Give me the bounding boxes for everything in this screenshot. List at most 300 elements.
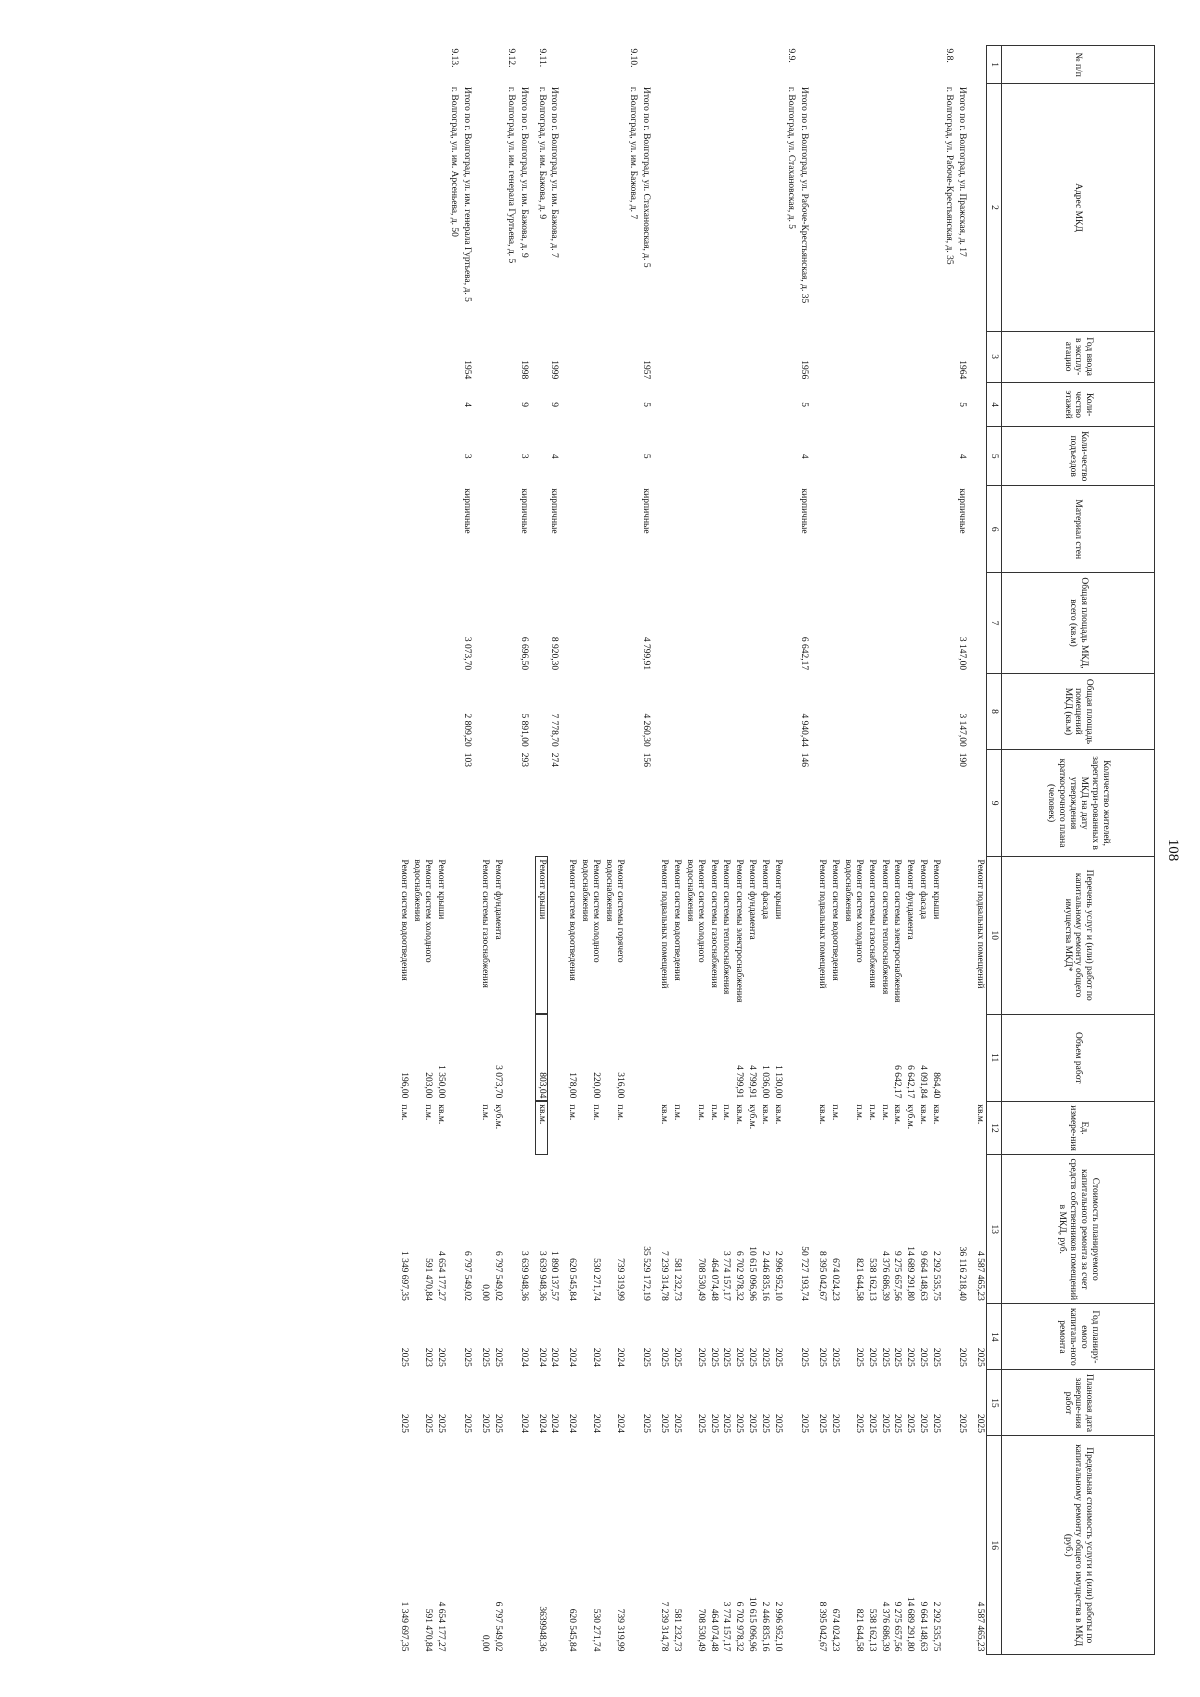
table-body bbox=[397, 46, 986, 1655]
cell-col-7 bbox=[784, 573, 797, 673]
cell-col-9 bbox=[815, 750, 828, 857]
cell-col-1 bbox=[903, 46, 916, 84]
cell-col-14: 2025 bbox=[829, 1347, 840, 1367]
cell-col-11 bbox=[797, 1014, 815, 1101]
cell-col-4 bbox=[578, 382, 602, 427]
cell-col-15: 2025 bbox=[436, 1413, 447, 1433]
cell-col-10: Ремонт крыши bbox=[436, 859, 447, 920]
cell-col-7 bbox=[815, 573, 828, 673]
cell-col-2: г. Волгоград, ул. им. генерала Гуртьева, д. 5 bbox=[505, 86, 516, 264]
cell-col-11: 196,00 bbox=[399, 1072, 410, 1099]
cell-col-4 bbox=[707, 382, 720, 427]
column-number: 11 bbox=[987, 1014, 1002, 1101]
cell-col-1 bbox=[602, 46, 626, 84]
cell-col-11 bbox=[841, 1014, 865, 1101]
cell-col-12: куб.м. bbox=[747, 1104, 758, 1130]
cell-col-4: 5 bbox=[640, 402, 651, 407]
cell-col-4 bbox=[865, 382, 878, 427]
total-row bbox=[797, 46, 815, 1655]
cell-col-7 bbox=[578, 573, 602, 673]
cell-col-1: 9.8. bbox=[944, 48, 955, 63]
cell-col-4 bbox=[784, 382, 797, 427]
cell-col-14: 2025 bbox=[479, 1347, 490, 1367]
cell-col-5 bbox=[929, 427, 942, 486]
cell-col-6 bbox=[732, 486, 745, 573]
cell-col-8 bbox=[929, 673, 942, 750]
cell-col-16 bbox=[626, 1436, 639, 1655]
cell-col-3 bbox=[566, 331, 579, 382]
cell-col-1: 9.12. bbox=[505, 48, 516, 68]
cell-col-12: п.м. bbox=[708, 1104, 719, 1121]
cell-col-8: 4 940,44 bbox=[799, 713, 810, 747]
cell-col-8 bbox=[504, 673, 517, 750]
table-row bbox=[410, 46, 434, 1655]
cell-col-13: 1 349 697,35 bbox=[399, 1250, 410, 1301]
cell-col-3 bbox=[683, 331, 707, 382]
cell-col-10 bbox=[626, 856, 639, 1014]
cell-col-6 bbox=[602, 486, 626, 573]
cell-col-6 bbox=[878, 486, 891, 573]
cell-col-16 bbox=[548, 1436, 566, 1655]
table-row bbox=[758, 46, 771, 1655]
cell-col-7 bbox=[758, 573, 771, 673]
cell-col-14: 2025 bbox=[879, 1347, 890, 1367]
table-row bbox=[771, 46, 784, 1655]
cell-col-12: кв.м. bbox=[760, 1104, 771, 1125]
cell-col-4 bbox=[771, 382, 784, 427]
cell-col-1 bbox=[815, 46, 828, 84]
cell-col-16: 7 239 314,78 bbox=[658, 1601, 669, 1652]
cell-col-6: кирпичные bbox=[799, 488, 810, 534]
cell-col-1 bbox=[639, 46, 657, 84]
table-row bbox=[670, 46, 683, 1655]
cell-col-12: п.м. bbox=[721, 1104, 732, 1121]
cell-col-1: 9.11. bbox=[536, 48, 547, 68]
cell-col-7: 6 642,17 bbox=[799, 636, 810, 671]
cell-col-9 bbox=[916, 750, 929, 857]
cell-col-7: 8 920,30 bbox=[549, 636, 560, 671]
cell-col-9 bbox=[707, 750, 720, 857]
cell-col-5: 4 bbox=[799, 453, 810, 459]
cell-col-14: 2025 bbox=[799, 1347, 810, 1367]
table-row bbox=[828, 46, 841, 1655]
cell-col-6 bbox=[891, 486, 904, 573]
cell-col-12 bbox=[942, 1101, 955, 1154]
cell-col-5 bbox=[683, 427, 707, 486]
column-header: Предельная стоимость услуги и (или) работы по капитальному ремонту общего имущества в МКД (руб.) bbox=[1002, 1436, 1155, 1655]
cell-col-2: Итого по г. Волгоград, ул. им. генерала Гуртьева, д. 5 bbox=[461, 86, 472, 302]
column-header: Количество жителей, зарегистри-рованных в МКД на дату утверждения краткосрочного плана (человек) bbox=[1002, 750, 1155, 857]
cell-col-14: 2025 bbox=[399, 1347, 410, 1367]
cell-col-15: 2025 bbox=[918, 1413, 929, 1433]
cell-col-15: 2025 bbox=[479, 1413, 490, 1433]
cell-col-13: 530 271,74 bbox=[591, 1258, 602, 1301]
cell-col-13 bbox=[784, 1155, 797, 1304]
cell-col-9 bbox=[670, 750, 683, 857]
cell-col-3 bbox=[891, 331, 904, 382]
cell-col-13: 8 395 042,67 bbox=[816, 1250, 827, 1301]
cell-col-16: 591 470,84 bbox=[423, 1608, 434, 1652]
column-number: 6 bbox=[987, 486, 1002, 573]
cell-col-5 bbox=[707, 427, 720, 486]
cell-col-4 bbox=[397, 382, 410, 427]
cell-col-16: 1 349 697,35 bbox=[399, 1601, 410, 1652]
cell-col-11 bbox=[683, 1014, 707, 1101]
cell-col-15: 2025 bbox=[671, 1413, 682, 1433]
cell-col-6: кирпичные bbox=[549, 488, 560, 534]
cell-col-5 bbox=[784, 427, 797, 486]
cell-col-13: 35 529 172,19 bbox=[640, 1246, 651, 1301]
cell-col-12: п.м. bbox=[615, 1104, 626, 1121]
cell-col-4 bbox=[535, 382, 548, 427]
cell-col-6 bbox=[828, 486, 841, 573]
cell-col-8: 4 260,30 bbox=[640, 713, 651, 747]
cell-col-14: 2025 bbox=[892, 1347, 903, 1367]
cell-col-10 bbox=[797, 856, 815, 1014]
cell-col-15: 2025 bbox=[892, 1413, 903, 1433]
cell-col-1 bbox=[566, 46, 579, 84]
total-row bbox=[639, 46, 657, 1655]
cell-col-5 bbox=[410, 427, 434, 486]
cell-col-9: 274 bbox=[549, 752, 560, 768]
cell-col-16: 6 797 549,02 bbox=[492, 1601, 503, 1652]
cell-col-11 bbox=[955, 1014, 973, 1101]
cell-col-16 bbox=[639, 1436, 657, 1655]
cell-col-1 bbox=[578, 46, 602, 84]
cell-col-8 bbox=[745, 673, 758, 750]
cell-col-10: Ремонт системы горячего водоснабжения bbox=[604, 859, 626, 963]
cell-col-11 bbox=[815, 1014, 828, 1101]
cell-col-14: 2025 bbox=[658, 1347, 669, 1367]
cell-col-7 bbox=[720, 573, 733, 673]
cell-col-15: 2025 bbox=[695, 1413, 706, 1433]
cell-col-14 bbox=[784, 1304, 797, 1370]
cell-col-10: Ремонт крыши bbox=[773, 859, 784, 920]
cell-col-4 bbox=[878, 382, 891, 427]
cell-col-15: 2024 bbox=[615, 1413, 626, 1433]
table-row bbox=[903, 46, 916, 1655]
cell-col-3 bbox=[771, 331, 784, 382]
cell-col-8 bbox=[478, 673, 491, 750]
cell-col-2: г. Волгоград, ул. им. Бажова, д. 7 bbox=[628, 86, 639, 220]
cell-col-12: п.м. bbox=[567, 1104, 578, 1121]
cell-col-1 bbox=[745, 46, 758, 84]
cell-col-16: 6 702 978,32 bbox=[734, 1601, 745, 1652]
cell-col-9 bbox=[929, 750, 942, 857]
cell-col-8 bbox=[447, 673, 460, 750]
cell-col-6 bbox=[657, 486, 670, 573]
cell-col-3 bbox=[478, 331, 491, 382]
cell-col-14: 2025 bbox=[747, 1347, 758, 1367]
cell-col-14: 2025 bbox=[853, 1347, 864, 1367]
cell-col-2 bbox=[434, 84, 447, 331]
cell-col-4: 9 bbox=[549, 402, 560, 407]
cell-col-4 bbox=[903, 382, 916, 427]
cell-col-2 bbox=[397, 84, 410, 331]
cell-col-9 bbox=[657, 750, 670, 857]
cell-col-11 bbox=[460, 1014, 478, 1101]
cell-col-11 bbox=[626, 1014, 639, 1101]
column-header: Перечень услуг и (или) работ по капитальному ремонту общего имущества МКД* bbox=[1002, 856, 1155, 1014]
column-number: 1 bbox=[987, 46, 1002, 84]
cell-col-9: 156 bbox=[640, 752, 651, 768]
cell-col-5 bbox=[535, 427, 548, 486]
cell-col-11 bbox=[973, 1014, 986, 1101]
cell-col-9 bbox=[602, 750, 626, 857]
cell-col-2 bbox=[670, 84, 683, 331]
cell-col-12: кв.м. bbox=[816, 1104, 827, 1125]
cell-col-16: 4 376 686,39 bbox=[879, 1601, 890, 1652]
cell-col-5 bbox=[841, 427, 865, 486]
cell-col-6 bbox=[720, 486, 733, 573]
cell-col-11 bbox=[447, 1014, 460, 1101]
column-header: Общая площадь МКД, всего (кв.м) bbox=[1002, 573, 1155, 673]
column-number: 4 bbox=[987, 382, 1002, 427]
cell-col-3: 1964 bbox=[957, 360, 968, 380]
cell-col-10: Ремонт систем холодного водоснабжения bbox=[842, 859, 864, 963]
cell-col-5 bbox=[973, 427, 986, 486]
cell-col-2 bbox=[771, 84, 784, 331]
cell-col-3 bbox=[410, 331, 434, 382]
cell-col-7 bbox=[942, 573, 955, 673]
cell-col-12: кв.м. bbox=[535, 1101, 548, 1154]
cell-col-11: 6 642,17 bbox=[892, 1065, 903, 1099]
cell-col-13: 2 292 535,75 bbox=[931, 1250, 942, 1301]
cell-col-8 bbox=[410, 673, 434, 750]
cell-col-8 bbox=[707, 673, 720, 750]
cell-col-10 bbox=[955, 856, 973, 1014]
cell-col-16: 4 587 465,23 bbox=[975, 1601, 985, 1652]
cell-col-15: 2024 bbox=[567, 1413, 578, 1433]
cell-col-15: 2025 bbox=[975, 1413, 985, 1433]
cell-col-5 bbox=[578, 427, 602, 486]
cell-col-12: п.м. bbox=[866, 1104, 877, 1121]
cell-col-12 bbox=[517, 1101, 535, 1154]
cell-col-9 bbox=[878, 750, 891, 857]
cell-col-8 bbox=[878, 673, 891, 750]
cell-col-1 bbox=[878, 46, 891, 84]
cell-col-4 bbox=[732, 382, 745, 427]
cell-col-6: кирпичные bbox=[461, 488, 472, 534]
cell-col-16: 2 446 835,16 bbox=[760, 1601, 771, 1652]
cell-col-6 bbox=[745, 486, 758, 573]
cell-col-16 bbox=[942, 1436, 955, 1655]
cell-col-12: кв.м. bbox=[658, 1104, 669, 1125]
cell-col-12: п.м. bbox=[399, 1104, 410, 1121]
cell-col-8 bbox=[771, 673, 784, 750]
cell-col-5 bbox=[758, 427, 771, 486]
cell-col-13: 9 275 657,56 bbox=[892, 1250, 903, 1301]
cell-col-10: Ремонт фундамента bbox=[747, 859, 758, 940]
cell-col-14: 2025 bbox=[760, 1347, 771, 1367]
cell-col-10: Ремонт фасада bbox=[918, 859, 929, 920]
cell-col-7 bbox=[828, 573, 841, 673]
cell-col-13: 36 116 218,40 bbox=[957, 1246, 968, 1301]
cell-col-10 bbox=[447, 856, 460, 1014]
cell-col-12 bbox=[797, 1101, 815, 1154]
cell-col-7: 3 073,70 bbox=[461, 636, 472, 671]
cell-col-16: 0,00 bbox=[479, 1634, 490, 1652]
cell-col-3 bbox=[447, 331, 460, 382]
repair-plan-table bbox=[397, 45, 1155, 1655]
cell-col-9 bbox=[903, 750, 916, 857]
cell-col-8 bbox=[815, 673, 828, 750]
cell-col-7 bbox=[683, 573, 707, 673]
cell-col-11: 1 130,00 bbox=[773, 1065, 784, 1099]
cell-col-10: Ремонт фундамента bbox=[492, 859, 503, 940]
cell-col-9 bbox=[745, 750, 758, 857]
cell-col-6 bbox=[841, 486, 865, 573]
cell-col-12 bbox=[548, 1101, 566, 1154]
column-header: № п/п bbox=[1002, 46, 1155, 84]
cell-col-7 bbox=[566, 573, 579, 673]
cell-col-8 bbox=[891, 673, 904, 750]
cell-col-14: 2025 bbox=[773, 1347, 784, 1367]
cell-col-9 bbox=[683, 750, 707, 857]
cell-col-4 bbox=[815, 382, 828, 427]
cell-col-6: кирпичные bbox=[957, 488, 968, 534]
cell-col-12: п.м. bbox=[829, 1104, 840, 1121]
table-row bbox=[478, 46, 491, 1655]
cell-col-8 bbox=[434, 673, 447, 750]
cell-col-2: г. Волгоград, ул. Стахановская, д. 5 bbox=[786, 86, 797, 229]
cell-col-6 bbox=[865, 486, 878, 573]
cell-col-10 bbox=[784, 856, 797, 1014]
table-row bbox=[865, 46, 878, 1655]
cell-col-11 bbox=[720, 1014, 733, 1101]
cell-col-13: 10 615 096,96 bbox=[747, 1246, 758, 1301]
cell-col-13: 9 664 148,63 bbox=[918, 1250, 929, 1301]
cell-col-14: 2025 bbox=[918, 1347, 929, 1367]
cell-col-15: 2025 bbox=[799, 1413, 810, 1433]
cell-col-4 bbox=[626, 382, 639, 427]
cell-col-12 bbox=[639, 1101, 657, 1154]
cell-col-12: п.м. bbox=[671, 1104, 682, 1121]
cell-col-2 bbox=[745, 84, 758, 331]
column-header: Коли-чество этажей bbox=[1002, 382, 1155, 427]
cell-col-3 bbox=[578, 331, 602, 382]
cell-col-14 bbox=[626, 1304, 639, 1370]
cell-col-12: кв.м. bbox=[931, 1104, 942, 1125]
cell-col-7: 4 799,91 bbox=[640, 636, 651, 671]
cell-col-14: 2025 bbox=[671, 1347, 682, 1367]
column-number: 12 bbox=[987, 1101, 1002, 1154]
cell-col-16: 2 996 952,10 bbox=[773, 1601, 784, 1652]
cell-col-16: 739 319,99 bbox=[615, 1608, 626, 1652]
table-row bbox=[929, 46, 942, 1655]
total-row bbox=[460, 46, 478, 1655]
cell-col-11 bbox=[942, 1014, 955, 1101]
cell-col-8 bbox=[602, 673, 626, 750]
cell-col-13 bbox=[942, 1155, 955, 1304]
cell-col-1 bbox=[828, 46, 841, 84]
cell-col-5: 3 bbox=[518, 453, 529, 459]
cell-col-16 bbox=[460, 1436, 478, 1655]
cell-col-8 bbox=[841, 673, 865, 750]
cell-col-15: 2024 bbox=[549, 1413, 560, 1433]
cell-col-16: 2 292 535,75 bbox=[931, 1601, 942, 1652]
cell-col-14: 2025 bbox=[905, 1347, 916, 1367]
cell-col-12: кв.м. bbox=[892, 1104, 903, 1125]
cell-col-13 bbox=[626, 1155, 639, 1304]
cell-col-10 bbox=[639, 856, 657, 1014]
cell-col-10: Ремонт систем водоотведения bbox=[567, 859, 578, 981]
cell-col-15: 2025 bbox=[879, 1413, 890, 1433]
cell-col-15: 2024 bbox=[591, 1413, 602, 1433]
table-row bbox=[878, 46, 891, 1655]
cell-col-13: 3 639 948,36 bbox=[518, 1250, 529, 1301]
cell-col-15: 2025 bbox=[658, 1413, 669, 1433]
cell-col-2 bbox=[410, 84, 434, 331]
cell-col-14: 2025 bbox=[708, 1347, 719, 1367]
cell-col-15 bbox=[504, 1370, 517, 1436]
cell-col-10: Ремонт систем водоотведения bbox=[671, 859, 682, 981]
cell-col-2: г. Волгоград, ул. им. Арсеньева, д. 50 bbox=[449, 86, 460, 237]
cell-col-3: 1957 bbox=[640, 360, 651, 380]
cell-col-2 bbox=[478, 84, 491, 331]
cell-col-13: 591 470,84 bbox=[423, 1258, 434, 1301]
cell-col-4 bbox=[942, 382, 955, 427]
cell-col-5 bbox=[670, 427, 683, 486]
cell-col-7 bbox=[478, 573, 491, 673]
cell-col-6 bbox=[929, 486, 942, 573]
cell-col-4 bbox=[447, 382, 460, 427]
table-row bbox=[602, 46, 626, 1655]
cell-col-6 bbox=[815, 486, 828, 573]
table-row bbox=[397, 46, 410, 1655]
cell-col-16: 674 024,23 bbox=[829, 1608, 840, 1652]
cell-col-5 bbox=[602, 427, 626, 486]
cell-col-9: 146 bbox=[799, 752, 810, 768]
cell-col-13: 674 024,23 bbox=[829, 1258, 840, 1301]
column-header: Объем работ bbox=[1002, 1014, 1155, 1101]
cell-col-12 bbox=[784, 1101, 797, 1154]
cell-col-10: Ремонт систем водоотведения bbox=[829, 859, 840, 981]
cell-col-8 bbox=[657, 673, 670, 750]
cell-col-15 bbox=[447, 1370, 460, 1436]
cell-col-11 bbox=[639, 1014, 657, 1101]
cell-col-5: 5 bbox=[640, 453, 651, 459]
cell-col-12: кв.м. bbox=[436, 1104, 447, 1125]
cell-col-10: Ремонт систем холодного водоснабжения bbox=[580, 859, 602, 963]
table-row bbox=[657, 46, 670, 1655]
cell-col-3 bbox=[670, 331, 683, 382]
cell-col-6 bbox=[771, 486, 784, 573]
cell-col-14: 2024 bbox=[536, 1347, 547, 1367]
cell-col-5 bbox=[916, 427, 929, 486]
cell-col-2 bbox=[865, 84, 878, 331]
cell-col-15: 2025 bbox=[773, 1413, 784, 1433]
cell-col-1 bbox=[707, 46, 720, 84]
cell-col-2: Итого по г. Волгоград, ул. Пражская, д. 17 bbox=[957, 86, 968, 257]
cell-col-3: 1999 bbox=[549, 360, 560, 380]
cell-col-2 bbox=[657, 84, 670, 331]
cell-col-15: 2025 bbox=[866, 1413, 877, 1433]
cell-col-4 bbox=[745, 382, 758, 427]
table-row bbox=[891, 46, 904, 1655]
column-header: Ед. измере-ния bbox=[1002, 1101, 1155, 1154]
cell-col-1 bbox=[865, 46, 878, 84]
cell-col-1 bbox=[758, 46, 771, 84]
cell-col-3: 1954 bbox=[461, 360, 472, 380]
cell-col-16: 9 664 148,63 bbox=[918, 1601, 929, 1652]
cell-col-9 bbox=[626, 750, 639, 857]
cell-col-10: Ремонт подвальных помещений bbox=[975, 859, 985, 989]
cell-col-11: 4 799,91 bbox=[734, 1065, 745, 1099]
cell-col-1 bbox=[973, 46, 986, 84]
header-row bbox=[1002, 46, 1155, 1655]
cell-col-8 bbox=[784, 673, 797, 750]
